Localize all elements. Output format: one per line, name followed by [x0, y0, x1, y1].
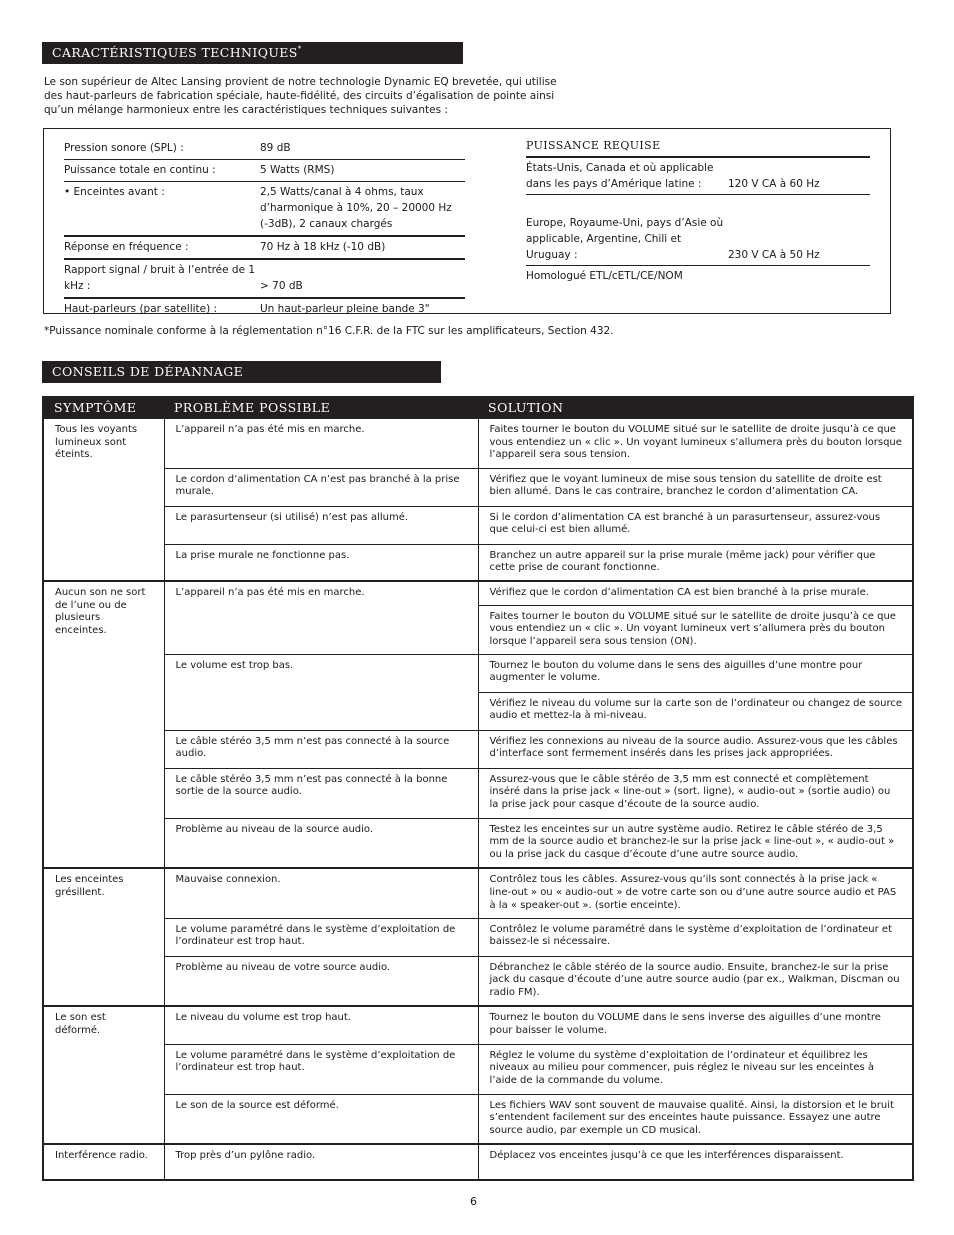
- power-label: Homologué ETL/cETL/CE/NOM: [526, 270, 683, 282]
- solution-cell: Réglez le volume du système d’exploitation de l’ordinateur et équilibrez les niveaux au milieu pour commencer, puis réglez le niveau sur les enceintes à l’aide de la commande du volume.: [478, 1044, 913, 1094]
- solution-cell: Vérifiez que le voyant lumineux de mise sous tension du satellite de droite est bien allumé. Dans le cas contraire, branchez le cordon d’alimentation CA.: [478, 468, 913, 506]
- column-header-problem: PROBLÈME POSSIBLE: [164, 397, 478, 418]
- table-row: [43, 918, 913, 956]
- troubleshooting-body: [43, 418, 913, 1180]
- power-label: Europe, Royaume-Uni, pays d’Asie où applicable, Argentine, Chili et Uruguay :: [526, 217, 724, 261]
- specs-footnote: *Puissance nominale conforme à la réglementation n°16 C.F.R. de la FTC sur les amplificateurs, Section 432.: [44, 325, 614, 337]
- spec-value: 2,5 Watts/canal à 4 ohms, taux d’harmonique à 10%, 20 – 20000 Hz (-3dB), 2 canaux chargés: [260, 182, 465, 237]
- problem-cell: Problème au niveau de la source audio.: [164, 818, 478, 868]
- spec-row: [64, 182, 465, 237]
- solution-cell: Vérifiez les connexions au niveau de la source audio. Assurez-vous que les câbles d’interface sont fermement insérés dans les prises jack appropriées.: [478, 730, 913, 768]
- specs-heading: CARACTÉRISTIQUES TECHNIQUES*: [42, 42, 463, 64]
- spec-label: Pression sonore (SPL) :: [64, 138, 260, 160]
- problem-cell: L’appareil n’a pas été mis en marche.: [164, 581, 478, 654]
- solution-cell: Tournez le bouton du VOLUME dans le sens inverse des aiguilles d’une montre pour baisser le volume.: [478, 1006, 913, 1044]
- symptom-cell: Les enceintes grésillent.: [43, 868, 164, 1006]
- table-row: [43, 818, 913, 868]
- table-row: [43, 581, 913, 605]
- table-row: [43, 544, 913, 581]
- spec-row: [64, 259, 465, 298]
- spec-label: Rapport signal / bruit à l’entrée de 1 kHz :: [64, 259, 260, 298]
- table-row: [43, 956, 913, 1006]
- table-row: [43, 768, 913, 818]
- specs-box: [43, 128, 891, 314]
- spec-row: [64, 160, 465, 182]
- spec-value: > 70 dB: [260, 259, 465, 298]
- solution-cell: Assurez-vous que le câble stéréo de 3,5 mm est connecté et complètement inséré dans la prise jack « line-out » (sort. ligne), « audio-out » (sortie audio) ou la prise jack pour casque d’écoute de la source audio.: [478, 768, 913, 818]
- table-row: [43, 418, 913, 468]
- problem-cell: Mauvaise connexion.: [164, 868, 478, 918]
- spec-row: [64, 138, 465, 160]
- power-requirements: [526, 138, 870, 286]
- spec-value: Un haut-parleur pleine bande 3": [260, 303, 430, 315]
- power-value: 230 V CA à 50 Hz: [728, 249, 820, 261]
- problem-cell: Le cordon d’alimentation CA n’est pas branché à la prise murale.: [164, 468, 478, 506]
- solution-cell: Déplacez vos enceintes jusqu’à ce que les interférences disparaissent.: [478, 1144, 913, 1180]
- solution-cell: Vérifiez le niveau du volume sur la carte son de l’ordinateur ou changez de source audio et mettez-la à mi-niveau.: [478, 692, 913, 730]
- problem-cell: Le câble stéréo 3,5 mm n’est pas connecté à la bonne sortie de la source audio.: [164, 768, 478, 818]
- problem-cell: Trop près d’un pylône radio.: [164, 1144, 478, 1180]
- power-row: [526, 266, 870, 286]
- solution-cell: Débranchez le câble stéréo de la source audio. Ensuite, branchez-le sur la prise jack du casque d’écoute d’une autre source audio (par ex., Walkman, Discman ou radio FM).: [478, 956, 913, 1006]
- problem-cell: Le niveau du volume est trop haut.: [164, 1006, 478, 1044]
- spec-label: Réponse en fréquence :: [64, 236, 260, 259]
- power-title: PUISSANCE REQUISE: [526, 138, 870, 158]
- symptom-cell: Aucun son ne sort de l’une ou de plusieurs enceintes.: [43, 581, 164, 868]
- problem-cell: Le câble stéréo 3,5 mm n’est pas connecté à la source audio.: [164, 730, 478, 768]
- power-row: [526, 195, 870, 266]
- solution-cell: Les fichiers WAV sont souvent de mauvaise qualité. Ainsi, la distorsion et le bruit s’entendent facilement sur des enceintes haute puissance. Essayez une autre source audio, par exemple un CD musical.: [478, 1094, 913, 1144]
- solution-cell: Faites tourner le bouton du VOLUME situé sur le satellite de droite jusqu’à ce que vous entendiez un « clic ». Un voyant lumineux vert s’allumera près du bouton lorsque l’appareil sera sous tension (ON).: [478, 605, 913, 654]
- spec-label: Puissance totale en continu :: [64, 160, 260, 182]
- troubleshooting-heading: CONSEILS DE DÉPANNAGE: [42, 361, 441, 383]
- troubleshooting-table: [42, 396, 914, 1181]
- solution-cell: Branchez un autre appareil sur la prise murale (même jack) pour vérifier que cette prise de courant fonctionne.: [478, 544, 913, 581]
- table-row: [43, 468, 913, 506]
- problem-cell: Problème au niveau de votre source audio.: [164, 956, 478, 1006]
- spec-row: [64, 298, 465, 320]
- table-row: [43, 654, 913, 692]
- table-row: [43, 730, 913, 768]
- table-row: [43, 1006, 913, 1044]
- specs-table: [64, 138, 465, 320]
- problem-cell: La prise murale ne fonctionne pas.: [164, 544, 478, 581]
- power-value: 120 V CA à 60 Hz: [728, 178, 820, 190]
- spec-label: • Enceintes avant :: [64, 182, 260, 237]
- table-header-row: [43, 397, 913, 418]
- solution-cell: Tournez le bouton du volume dans le sens des aiguilles d’une montre pour augmenter le volume.: [478, 654, 913, 692]
- solution-cell: Faites tourner le bouton du VOLUME situé sur le satellite de droite jusqu’à ce que vous entendiez un « clic ». Un voyant lumineux s’allumera près du bouton lorsque l’appareil sera sous tension.: [478, 418, 913, 468]
- column-header-symptom: SYMPTÔME: [43, 397, 164, 418]
- problem-cell: Le volume paramétré dans le système d’exploitation de l’ordinateur est trop haut.: [164, 918, 478, 956]
- page-number: 6: [470, 1195, 477, 1208]
- symptom-cell: Interférence radio.: [43, 1144, 164, 1180]
- column-header-solution: SOLUTION: [478, 397, 913, 418]
- table-row: [43, 868, 913, 918]
- problem-cell: L’appareil n’a pas été mis en marche.: [164, 418, 478, 468]
- solution-cell: Si le cordon d’alimentation CA est branché à un parasurtenseur, assurez-vous que celui-ci est bien allumé.: [478, 506, 913, 544]
- spec-value: 5 Watts (RMS): [260, 160, 465, 182]
- power-label: États-Unis, Canada et où applicable dans les pays d’Amérique latine :: [526, 162, 714, 190]
- problem-cell: Le son de la source est déformé.: [164, 1094, 478, 1144]
- spec-value: 70 Hz à 18 kHz (-10 dB): [260, 236, 465, 259]
- symptom-cell: Le son est déformé.: [43, 1006, 164, 1144]
- problem-cell: Le parasurtenseur (si utilisé) n’est pas allumé.: [164, 506, 478, 544]
- spec-label: Haut-parleurs (par satellite) :: [64, 303, 218, 315]
- spec-value: 89 dB: [260, 138, 465, 160]
- table-row: [43, 1044, 913, 1094]
- solution-cell: Vérifiez que le cordon d’alimentation CA est bien branché à la prise murale.: [478, 581, 913, 605]
- solution-cell: Contrôlez tous les câbles. Assurez-vous qu’ils sont connectés à la prise jack « line-out » ou « audio-out » de votre carte son ou d’une autre source audio et PAS à la « speaker-out ». (sortie enceinte).: [478, 868, 913, 918]
- table-row: [43, 506, 913, 544]
- solution-cell: Contrôlez le volume paramétré dans le système d’exploitation de l’ordinateur et baissez-le si nécessaire.: [478, 918, 913, 956]
- solution-cell: Testez les enceintes sur un autre système audio. Retirez le câble stéréo de 3,5 mm de la source audio et branchez-le sur la prise jack « line-out », « audio-out » ou la prise jack du casque d’écoute d’une autre source audio.: [478, 818, 913, 868]
- specs-intro: Le son supérieur de Altec Lansing provient de notre technologie Dynamic EQ brevetée, qui utilise des haut-parleurs de fabrication spéciale, haute-fidélité, des circuits d’égalisation de pointe ainsi qu’un mélange harmonieux entre les caractéristiques techniques suivantes :: [44, 76, 557, 116]
- table-row: [43, 1094, 913, 1144]
- power-row: [526, 158, 870, 195]
- table-row: [43, 1144, 913, 1180]
- problem-cell: Le volume est trop bas.: [164, 654, 478, 730]
- symptom-cell: Tous les voyants lumineux sont éteints.: [43, 418, 164, 581]
- spec-row: [64, 236, 465, 259]
- problem-cell: Le volume paramétré dans le système d’exploitation de l’ordinateur est trop haut.: [164, 1044, 478, 1094]
